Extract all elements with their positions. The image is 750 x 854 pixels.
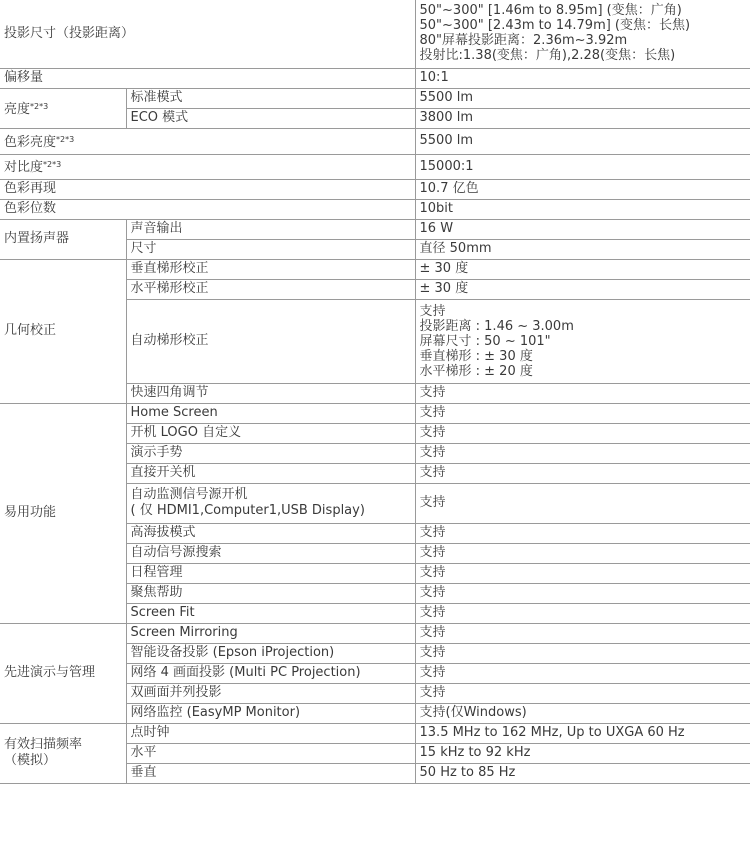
table-row: [0, 403, 750, 423]
spec-label: 色彩再现: [0, 179, 415, 199]
spec-label: 易用功能: [0, 403, 126, 623]
spec-sublabel: 演示手势: [126, 443, 415, 463]
footnote-mark: *2*3: [56, 134, 75, 144]
spec-value: 支持: [415, 603, 750, 623]
spec-label: 内置扬声器: [0, 219, 126, 259]
spec-sublabel: 水平梯形校正: [126, 279, 415, 299]
spec-sublabel: 自动梯形校正: [126, 299, 415, 383]
spec-value: 13.5 MHz to 162 MHz, Up to UXGA 60 Hz: [415, 723, 750, 743]
spec-label: 色彩位数: [0, 199, 415, 219]
spec-value: 3800 lm: [415, 108, 750, 128]
spec-sublabel: 声音输出: [126, 219, 415, 239]
spec-label: 先进演示与管理: [0, 623, 126, 723]
footnote-mark: *2*3: [30, 101, 49, 111]
spec-value: 支持: [415, 523, 750, 543]
spec-sublabel: Screen Fit: [126, 603, 415, 623]
table-row: [0, 88, 750, 108]
spec-label: 投影尺寸（投影距离）: [0, 0, 415, 68]
spec-label-text: 亮度: [4, 101, 31, 117]
spec-sublabel: 开机 LOGO 自定义: [126, 423, 415, 443]
spec-sublabel: 垂直: [126, 763, 415, 783]
table-row: [0, 68, 750, 88]
table-row: [0, 0, 750, 68]
spec-sublabel: 垂直梯形校正: [126, 259, 415, 279]
spec-sublabel: 点时钟: [126, 723, 415, 743]
spec-sublabel: 网络 4 画面投影 (Multi PC Projection): [126, 663, 415, 683]
spec-value: 支持: [415, 623, 750, 643]
spec-sublabel: 水平: [126, 743, 415, 763]
spec-sublabel: 日程管理: [126, 563, 415, 583]
spec-sublabel: 双画面并列投影: [126, 683, 415, 703]
spec-value: 支持: [415, 403, 750, 423]
spec-label: [0, 154, 415, 179]
spec-value: 支持: [415, 463, 750, 483]
spec-value: 50"~300" [1.46m to 8.95m] (变焦：广角) 50"~300" [2.43m to 14.79m] (变焦：长焦) 80"屏幕投影距离：2.36m~3.92m 投射比:1.38(变焦：广角),2.28(变焦：长焦): [415, 0, 750, 68]
spec-value: 10:1: [415, 68, 750, 88]
spec-sublabel: 自动监测信号源开机 ( 仅 HDMI1,Computer1,USB Display): [126, 483, 415, 523]
spec-sublabel: 聚焦帮助: [126, 583, 415, 603]
spec-label: [0, 88, 126, 128]
spec-label: 有效扫描频率 （模拟）: [0, 723, 126, 783]
spec-sublabel: ECO 模式: [126, 108, 415, 128]
table-row: [0, 259, 750, 279]
spec-value: 10bit: [415, 199, 750, 219]
table-row: [0, 128, 750, 154]
spec-sublabel: 智能设备投影 (Epson iProjection): [126, 643, 415, 663]
spec-value: 支持: [415, 383, 750, 403]
spec-value: 支持: [415, 583, 750, 603]
spec-value: 5500 lm: [415, 88, 750, 108]
spec-sublabel: Home Screen: [126, 403, 415, 423]
table-row: [0, 723, 750, 743]
spec-value: 50 Hz to 85 Hz: [415, 763, 750, 783]
spec-sublabel: 网络监控 (EasyMP Monitor): [126, 703, 415, 723]
spec-label-text: 对比度: [4, 160, 44, 175]
spec-value: 5500 lm: [415, 128, 750, 154]
spec-label: [0, 128, 415, 154]
spec-value: ± 30 度: [415, 279, 750, 299]
table-row: [0, 623, 750, 643]
spec-value: 支持: [415, 483, 750, 523]
table-row: [0, 154, 750, 179]
spec-value: 支持 投影距离 : 1.46 ~ 3.00m 屏幕尺寸 : 50 ~ 101" 垂直梯形 : ± 30 度 水平梯形 : ± 20 度: [415, 299, 750, 383]
spec-value: 支持: [415, 543, 750, 563]
spec-value: 15 kHz to 92 kHz: [415, 743, 750, 763]
table-row: [0, 179, 750, 199]
spec-value: 15000:1: [415, 154, 750, 179]
table-row: [0, 219, 750, 239]
spec-value: 支持: [415, 643, 750, 663]
spec-value: 支持: [415, 443, 750, 463]
spec-value: 16 W: [415, 219, 750, 239]
table-row: [0, 199, 750, 219]
footnote-mark: *2*3: [43, 160, 62, 169]
spec-sublabel: 直接开关机: [126, 463, 415, 483]
spec-value: ± 30 度: [415, 259, 750, 279]
spec-value: 10.7 亿色: [415, 179, 750, 199]
spec-sublabel: 高海拔模式: [126, 523, 415, 543]
spec-sublabel: 快速四角调节: [126, 383, 415, 403]
spec-sublabel: Screen Mirroring: [126, 623, 415, 643]
spec-sublabel: 自动信号源搜索: [126, 543, 415, 563]
spec-value: 支持(仅Windows): [415, 703, 750, 723]
spec-sublabel: 尺寸: [126, 239, 415, 259]
spec-label: 几何校正: [0, 259, 126, 403]
spec-value: 支持: [415, 423, 750, 443]
spec-label-text: 色彩亮度: [4, 134, 57, 150]
spec-value: 直径 50mm: [415, 239, 750, 259]
spec-value: 支持: [415, 563, 750, 583]
spec-label: 偏移量: [0, 68, 415, 88]
spec-value: 支持: [415, 683, 750, 703]
spec-sublabel: 标准模式: [126, 88, 415, 108]
spec-value: 支持: [415, 663, 750, 683]
